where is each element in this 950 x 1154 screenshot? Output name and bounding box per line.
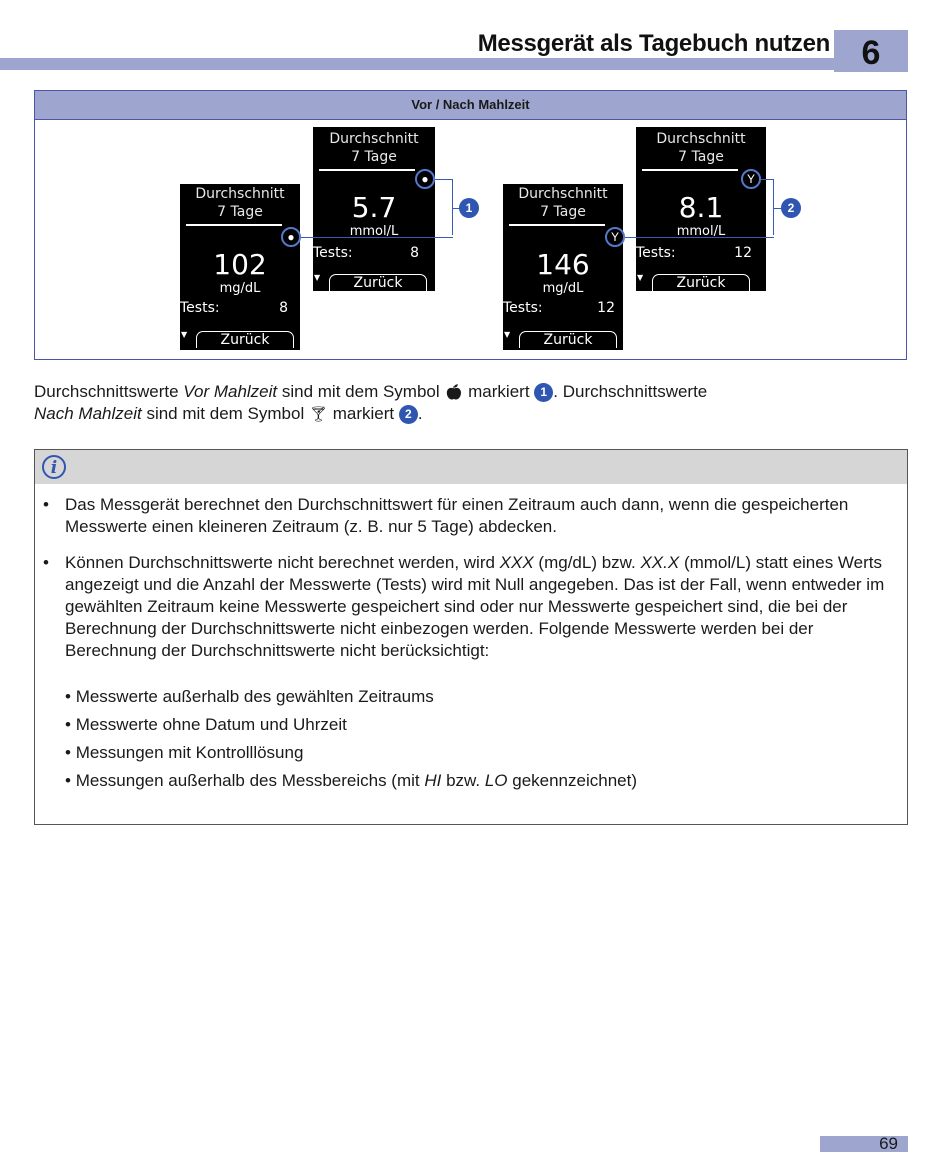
screen-tests-count: 12	[734, 245, 752, 261]
callout-line	[301, 237, 453, 238]
back-button: Zurück	[196, 331, 294, 348]
screen-tests-count: 8	[279, 300, 288, 316]
apple-icon: ●	[281, 227, 301, 247]
meter-screen-8-1	[636, 127, 766, 291]
screen-label-average: Durchschnitt	[656, 131, 746, 147]
figure-title: Vor / Nach Mahlzeit	[35, 91, 906, 120]
header-bar	[0, 58, 908, 70]
screen-unit: mmol/L	[349, 224, 399, 239]
meter-screen-5-7	[313, 127, 435, 291]
callout-line	[773, 179, 774, 235]
screen-divider	[642, 169, 738, 171]
info-bullet-1: • Das Messgerät berechnet den Durchschnittswert für einen Zeitraum auch dann, wenn die gespeicherten Messwerte einen kleineren Zeitraum (z. B. nur 5 Tage) abdecken.	[43, 495, 849, 536]
callout-badge-1: 1	[459, 198, 479, 218]
screen-value: 5.7	[351, 191, 397, 224]
meter-screen-102	[180, 184, 300, 350]
info-subitem-3: • Messungen mit Kontrolllösung	[65, 743, 304, 762]
chapter-number: 6	[834, 30, 908, 72]
figure-panel	[34, 90, 907, 360]
screen-divider	[509, 224, 605, 226]
screen-tests-count: 12	[597, 300, 615, 316]
screen-value: 146	[536, 248, 590, 281]
info-subitem-2: • Messwerte ohne Datum und Uhrzeit	[65, 715, 347, 734]
screen-tests-label: Tests:	[180, 300, 220, 316]
back-button: Zurück	[652, 274, 750, 291]
info-bullet-2: • Können Durchschnittswerte nicht berechnet werden, wird XXX (mg/dL) bzw. XX.X (mmol/L) statt eines Werts angezeigt und die Anzahl der Messwerte (Tests) wird mit Null angegeben. Das ist der Fall, wenn entweder im gewählten Zeitraum keine Messwerte gespeichert sind oder nur Messwerte gespeichert sind, die bei der Berechnung der Durchschnittswerte nicht einbezogen werden. Folgende Messwerte werden bei der Berechnung der Durchschnittswerte nicht berücksichtigt:	[43, 553, 885, 660]
number-badge-2: 2	[399, 405, 418, 424]
page-title: Messgerät als Tagebuch nutzen	[477, 30, 830, 57]
info-icon: i	[42, 455, 66, 479]
intro-paragraph: Durchschnittswerte Vor Mahlzeit sind mit dem Symbol 🍎︎ markiert 1 . Durchschnittswerte Nach Mahlzeit sind mit dem Symbol 🍸︎ markiert 2 .	[34, 382, 708, 423]
screen-unit: mg/dL	[219, 281, 261, 296]
screen-unit: mg/dL	[542, 281, 584, 296]
glass-icon: 🍸︎	[308, 406, 328, 423]
screen-divider	[186, 224, 282, 226]
screen-tests-count: 8	[410, 245, 419, 261]
screen-value: 102	[213, 248, 267, 281]
info-subitem-4: • Messungen außerhalb des Messbereichs (mit HI bzw. LO gekennzeichnet)	[65, 771, 637, 790]
screen-label-average: Durchschnitt	[195, 186, 285, 202]
back-button: Zurück	[519, 331, 617, 348]
screen-label-days: 7 Tage	[217, 204, 263, 220]
screen-label-average: Durchschnitt	[518, 186, 608, 202]
glass-icon: Y	[741, 169, 761, 189]
apple-icon: 🍎︎	[444, 384, 464, 401]
screen-label-days: 7 Tage	[540, 204, 586, 220]
info-header	[35, 450, 907, 484]
screen-divider	[319, 169, 415, 171]
screen-label-average: Durchschnitt	[329, 131, 419, 147]
page-number: 69	[879, 1134, 898, 1153]
screen-tests-label: Tests:	[503, 300, 543, 316]
back-button: Zurück	[329, 274, 427, 291]
meter-screen-146	[503, 184, 623, 350]
callout-line	[435, 179, 453, 180]
callout-badge-2: 2	[781, 198, 801, 218]
glass-icon: Y	[605, 227, 625, 247]
callout-line	[625, 237, 774, 238]
apple-icon: ●	[415, 169, 435, 189]
down-arrow-icon: ▼	[504, 330, 511, 339]
callout-line	[452, 179, 453, 235]
down-arrow-icon: ▼	[637, 273, 644, 282]
down-arrow-icon: ▼	[181, 330, 188, 339]
info-subitem-1: • Messwerte außerhalb des gewählten Zeitraums	[65, 687, 434, 706]
screen-unit: mmol/L	[676, 224, 726, 239]
screen-tests-label: Tests:	[636, 245, 676, 261]
screen-label-days: 7 Tage	[351, 149, 397, 165]
screen-label-days: 7 Tage	[678, 149, 724, 165]
number-badge-1: 1	[534, 383, 553, 402]
down-arrow-icon: ▼	[314, 273, 321, 282]
screen-value: 8.1	[678, 191, 724, 224]
screen-tests-label: Tests:	[313, 245, 353, 261]
info-box	[34, 449, 908, 825]
